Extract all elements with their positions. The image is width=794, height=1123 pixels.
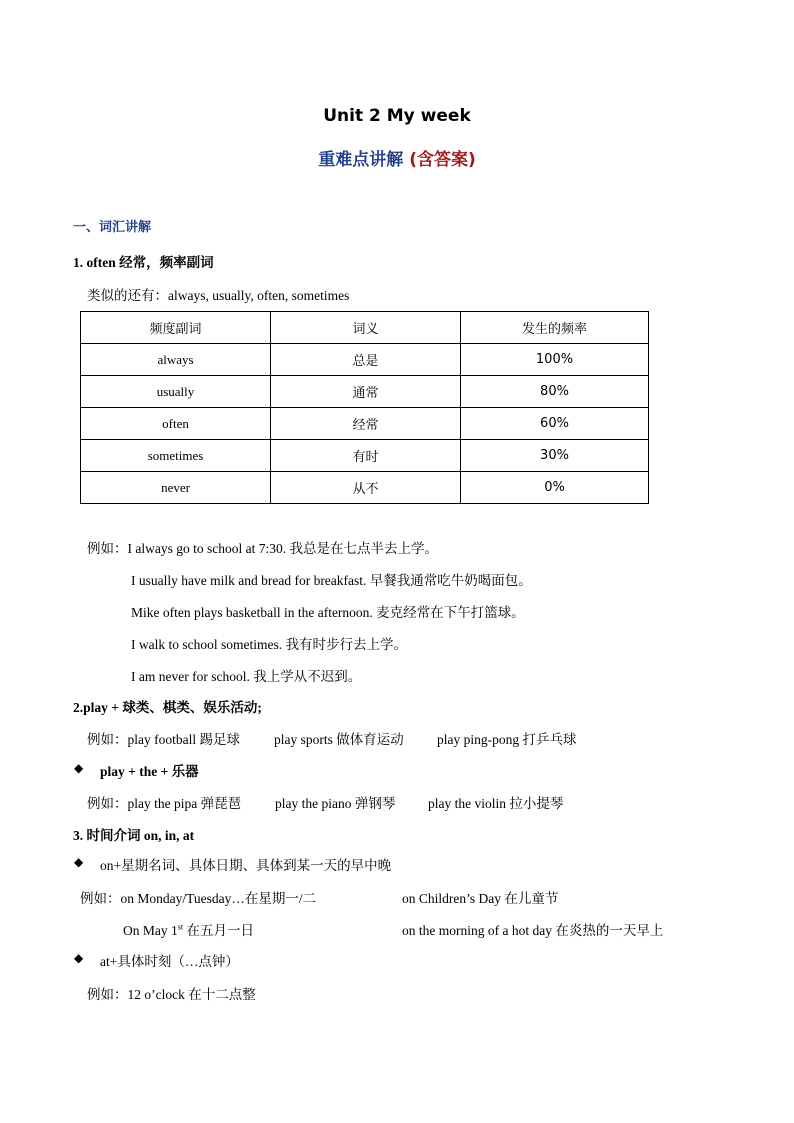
table-cell: 30% <box>461 440 649 472</box>
table-cell: 60% <box>461 408 649 440</box>
table-row <box>81 344 649 376</box>
page-title: Unit 2 My week <box>323 106 471 126</box>
page-subtitle <box>0 145 794 170</box>
example-line: Mike often plays basketball in the afternoon. 麦克经常在下午打篮球。 <box>131 605 525 620</box>
instrument-rule: play + the + 乐器 <box>100 764 199 779</box>
point3-title: 3. 时间介词 on, in, at <box>73 828 195 843</box>
on-example-4: on the morning of a hot day 在炎热的一天早上 <box>402 923 664 938</box>
point2-example-3: play ping-pong 打乒乓球 <box>437 732 577 747</box>
subtitle-main: 重难点讲解 <box>318 150 410 170</box>
table-cell: always <box>81 344 271 376</box>
subtitle-answer-note: (含答案) <box>409 150 476 170</box>
example-line: I am never for school. 我上学从不迟到。 <box>131 669 362 684</box>
at-example: 例如：12 o’clock 在十二点整 <box>87 987 256 1002</box>
instrument-example-2: play the piano 弹钢琴 <box>275 796 396 811</box>
example-line: I walk to school sometimes. 我有时步行去上学。 <box>131 637 407 652</box>
instrument-example-1: 例如：play the pipa 弹琵琶 <box>87 796 242 811</box>
table-header-cell: 发生的频率 <box>461 312 649 344</box>
point2-example-2: play sports 做体育运动 <box>274 732 404 747</box>
ordinal-suffix: st <box>177 922 184 932</box>
table-row <box>81 376 649 408</box>
example-line: 例如：I always go to school at 7:30. 我总是在七点半去上学。 <box>87 541 438 556</box>
point2-title: 2.play + 球类、棋类、娱乐活动; <box>73 700 262 715</box>
on-example-3-text: On May 1 <box>123 923 178 938</box>
table-cell: 100% <box>461 344 649 376</box>
on-rule: on+星期名词、具体日期、具体到某一天的早中晚 <box>100 858 392 873</box>
on-example-3-translation: 在五月一日 <box>183 923 254 938</box>
instrument-example-3: play the violin 拉小提琴 <box>428 796 564 811</box>
table-cell: 80% <box>461 376 649 408</box>
table-header-cell: 频度副词 <box>81 312 271 344</box>
table-row <box>81 440 649 472</box>
diamond-bullet-icon: ◆ <box>74 951 84 965</box>
table-cell: 总是 <box>271 344 461 376</box>
on-example-1: 例如：on Monday/Tuesday…在星期一/二 <box>80 891 317 906</box>
table-cell: often <box>81 408 271 440</box>
point1-similar: 类似的还有：always, usually, often, sometimes <box>87 288 350 303</box>
example-line: I usually have milk and bread for breakfast. 早餐我通常吃牛奶喝面包。 <box>131 573 532 588</box>
table-cell: usually <box>81 376 271 408</box>
table-cell: 0% <box>461 472 649 504</box>
table-row <box>81 408 649 440</box>
table-header-row <box>81 312 649 344</box>
point2-example-1: 例如：play football 踢足球 <box>87 732 240 747</box>
table-cell: 有时 <box>271 440 461 472</box>
table-cell: 经常 <box>271 408 461 440</box>
table-cell: sometimes <box>81 440 271 472</box>
on-example-2: on Children’s Day 在儿童节 <box>402 891 559 906</box>
table-row <box>81 472 649 504</box>
frequency-adverb-table <box>80 311 649 504</box>
table-cell: 通常 <box>271 376 461 408</box>
section-heading-vocab: 一、词汇讲解 <box>73 220 152 235</box>
diamond-bullet-icon: ◆ <box>74 855 84 869</box>
point1-title: 1. often 经常，频率副词 <box>73 255 214 270</box>
on-example-3 <box>123 919 254 939</box>
table-header-cell: 词义 <box>271 312 461 344</box>
at-rule: at+具体时刻（…点钟） <box>100 954 239 969</box>
diamond-bullet-icon: ◆ <box>74 761 84 775</box>
table-cell: never <box>81 472 271 504</box>
table-cell: 从不 <box>271 472 461 504</box>
